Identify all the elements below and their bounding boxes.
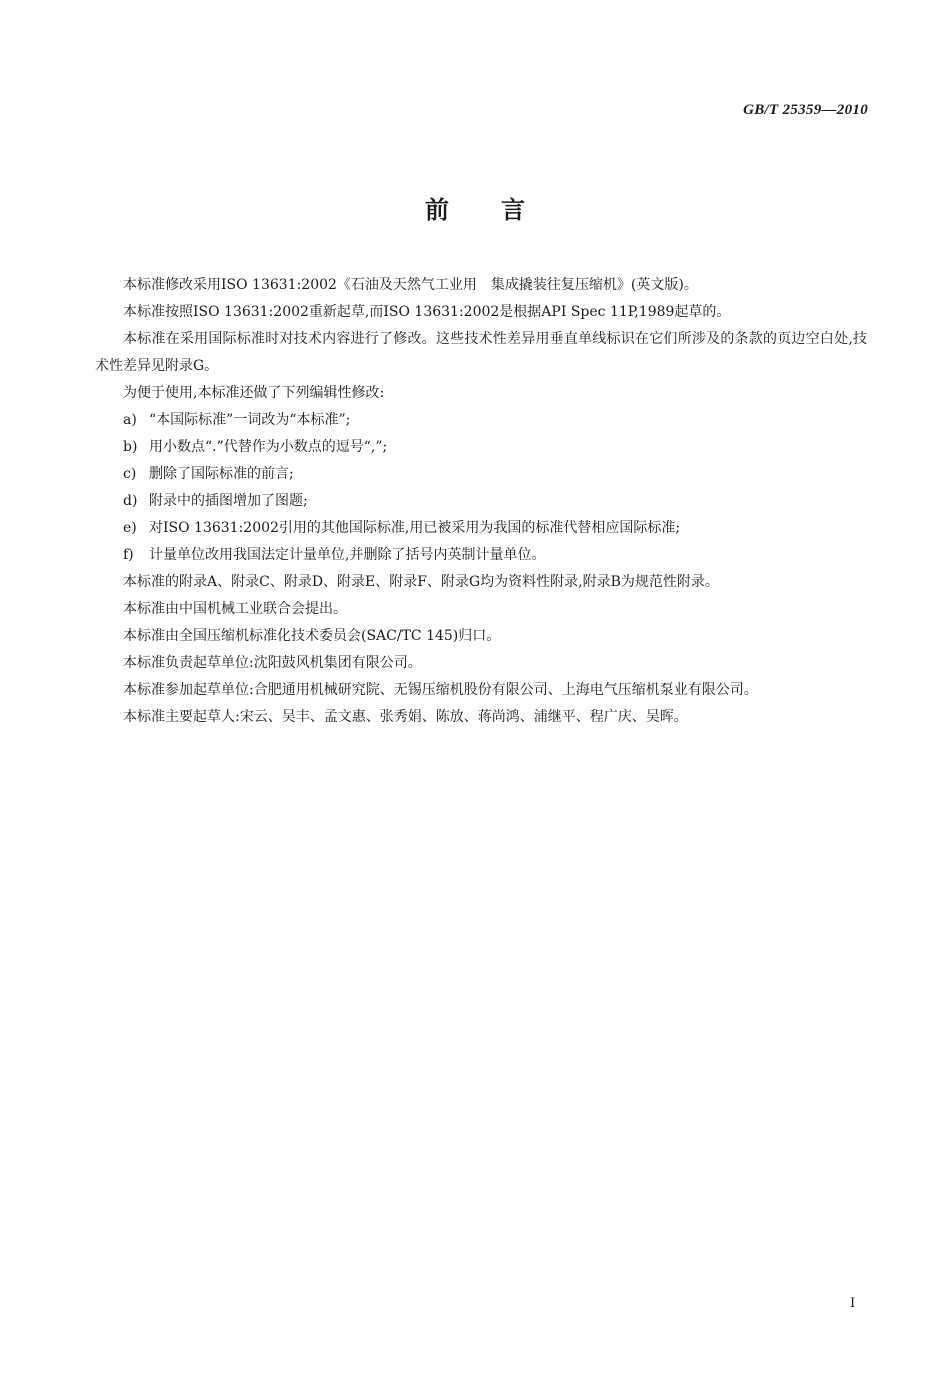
list-item [95, 488, 867, 515]
paragraph: 本标准主要起草人:宋云、吴丰、孟文惠、张秀娟、陈放、蒋尚鸿、浦继平、程广庆、吴晖。 [123, 709, 688, 725]
paragraph: 为便于使用,本标准还做了下列编辑性修改: [123, 385, 385, 401]
paragraph: 本标准按照ISO 13631:2002重新起草,而ISO 13631:2002是根据API Spec 11P,1989起草的。 [123, 304, 731, 320]
list-text: 删除了国际标准的前言; [149, 466, 294, 482]
title-char-1: 前 [425, 196, 449, 224]
list-item [95, 515, 867, 542]
list-item [95, 461, 867, 488]
paragraph: 本标准修改采用ISO 13631:2002《石油及天然气工业用 集成撬装往复压缩机》(英文版)。 [123, 277, 698, 293]
list-text: 对ISO 13631:2002引用的其他国际标准,用已被采用为我国的标准代替相应国际标准; [149, 520, 681, 536]
page-title [0, 190, 950, 225]
list-marker: e) [123, 520, 137, 536]
list-item [95, 407, 867, 434]
list-item [95, 542, 867, 569]
list-marker: a) [123, 412, 137, 428]
list-item [95, 434, 867, 461]
paragraph: 本标准负责起草单位:沈阳鼓风机集团有限公司。 [123, 655, 422, 671]
list-marker: b) [123, 439, 138, 455]
paragraph: 本标准参加起草单位:合肥通用机械研究院、无锡压缩机股份有限公司、上海电气压缩机泵业有限公司。 [123, 682, 758, 698]
list-text: 计量单位改用我国法定计量单位,并删除了括号内英制计量单位。 [149, 547, 546, 563]
list-marker: d) [123, 493, 138, 509]
list-text: “本国际标准”一词改为“本标准”; [149, 412, 351, 428]
list-text: 用小数点“.”代替作为小数点的逗号“,”; [149, 439, 388, 455]
paragraph: 本标准的附录A、附录C、附录D、附录E、附录F、附录G均为资料性附录,附录B为规范性附录。 [123, 574, 719, 590]
list-text: 附录中的插图增加了图题; [149, 493, 308, 509]
standard-code: GB/T 25359—2010 [743, 102, 868, 118]
title-char-2: 言 [501, 196, 525, 224]
paragraph: 本标准在采用国际标准时对技术内容进行了修改。这些技术性差异用垂直单线标识在它们所涉及的条款的页边空白处,技术性差异见附录G。 [95, 331, 867, 374]
page-number: I [850, 1296, 856, 1311]
paragraph: 本标准由全国压缩机标准化技术委员会(SAC/TC 145)归口。 [123, 628, 501, 644]
list-marker: f) [123, 547, 134, 563]
foreword-body [95, 272, 867, 731]
paragraph: 本标准由中国机械工业联合会提出。 [123, 601, 347, 617]
list-marker: c) [123, 466, 137, 482]
